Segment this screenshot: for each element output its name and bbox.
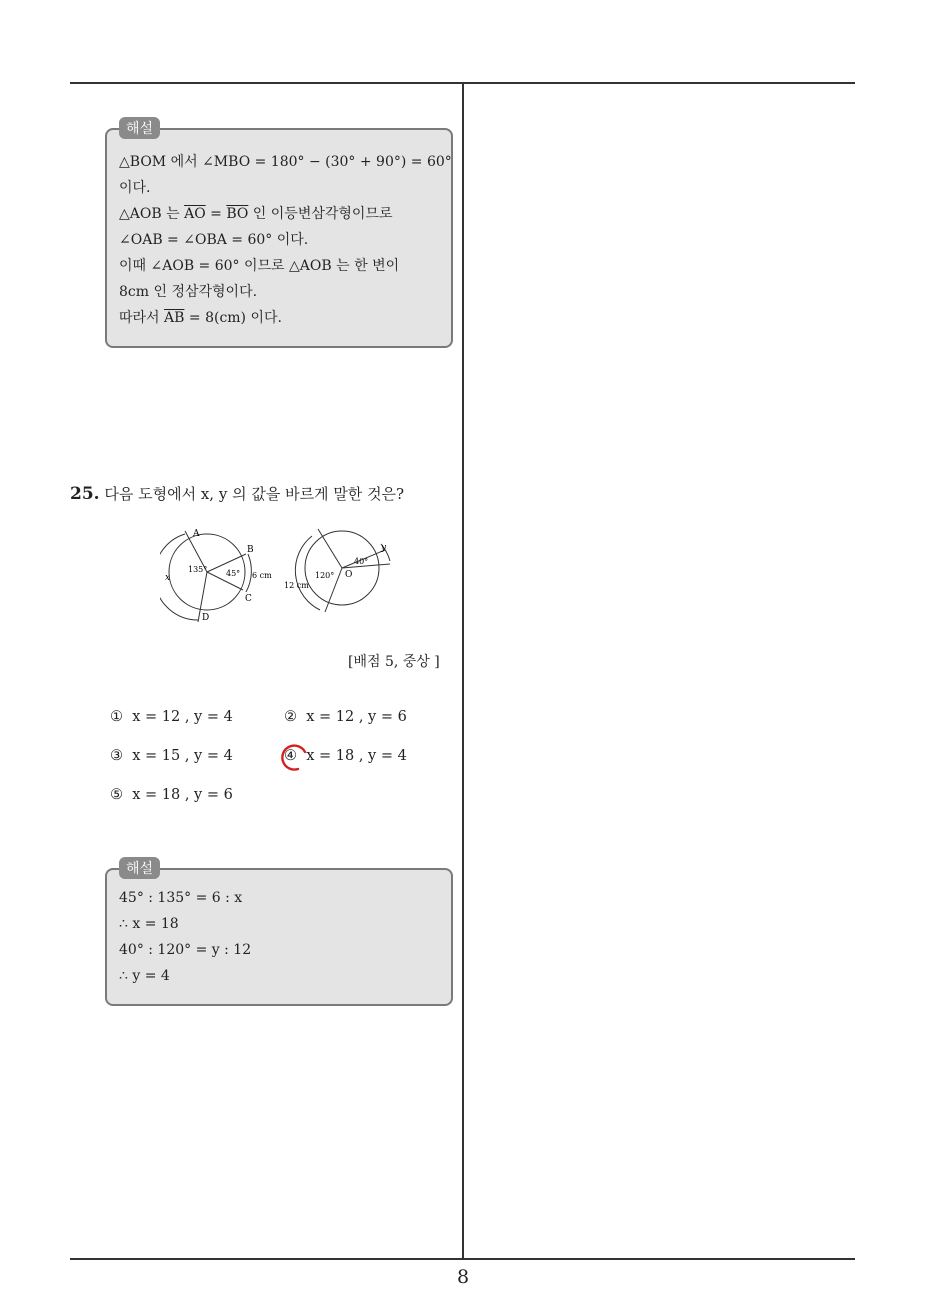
option-5[interactable]: ⑤ x = 18 , y = 6 — [110, 787, 233, 803]
label-40: 40° — [354, 557, 369, 566]
solution-line: 따라서 $\overline{AB} = 8(cm)$ 이다. — [119, 310, 282, 326]
label-12cm: 12 cm — [284, 581, 309, 590]
solution-line: ∴ y = 4 — [119, 968, 170, 984]
solution-line: 이다. — [119, 180, 151, 196]
solution-line: 45° : 135° = 6 : x — [119, 890, 243, 906]
label-45: 45° — [226, 569, 241, 578]
solution-box — [105, 868, 453, 1006]
solution-line: 이때 ∠AOB = 60° 이므로 △AOB 는 한 변이 — [119, 258, 400, 274]
solution-line: △BOM 에서 ∠MBO = 180° − (30° + 90°) = 60° — [119, 154, 452, 170]
label-135: 135° — [188, 565, 208, 574]
page-number: 8 — [456, 1266, 470, 1288]
score-label: [배점 5, 중상 ] — [348, 654, 440, 670]
solution-line: 40° : 120° = y : 12 — [119, 942, 252, 958]
question-figure — [160, 524, 420, 634]
segment-ao: $\overline{AO}$ — [184, 206, 206, 222]
solution-line: ∴ x = 18 — [119, 916, 179, 932]
solution-line: ∠OAB = ∠OBA = 60° 이다. — [119, 232, 309, 248]
segment-bo: $\overline{BO}$ — [226, 206, 249, 222]
arc-6cm — [246, 554, 251, 592]
solution-tag: 해설 — [119, 117, 160, 139]
label-c: C — [245, 594, 252, 604]
option-2[interactable]: ② x = 12 , y = 6 — [284, 709, 407, 725]
solution-line: 8cm 인 정삼각형이다. — [119, 284, 258, 300]
radius-right-1 — [318, 529, 342, 568]
label-a: A — [193, 529, 200, 539]
answer-mark-circle — [276, 740, 310, 774]
solution-box — [105, 128, 453, 348]
label-b: B — [247, 545, 254, 555]
option-1[interactable]: ① x = 12 , y = 4 — [110, 709, 233, 725]
segment-ab: $\overline{AB}$ — [164, 310, 185, 326]
option-3[interactable]: ③ x = 15 , y = 4 — [110, 748, 233, 764]
label-y: y — [381, 543, 387, 553]
solution-tag: 해설 — [119, 857, 160, 879]
question-header — [70, 483, 404, 504]
label-o: O — [345, 570, 353, 580]
label-6cm: 6 cm — [252, 571, 272, 580]
label-d: D — [202, 613, 210, 623]
label-x: x — [165, 573, 171, 583]
column-divider — [462, 83, 464, 1259]
bottom-rule — [70, 1258, 855, 1260]
label-120: 120° — [315, 571, 335, 580]
question-text: 다음 도형에서 x, y 의 값을 바르게 말한 것은? — [104, 485, 405, 503]
question-number: 25. — [70, 484, 100, 504]
solution-line: △AOB 는 $\overline{AO} = \overline{BO}$ 인 이등변삼각형이므로 — [119, 206, 393, 222]
option-4[interactable]: ④ x = 18 , y = 4 — [284, 748, 407, 764]
